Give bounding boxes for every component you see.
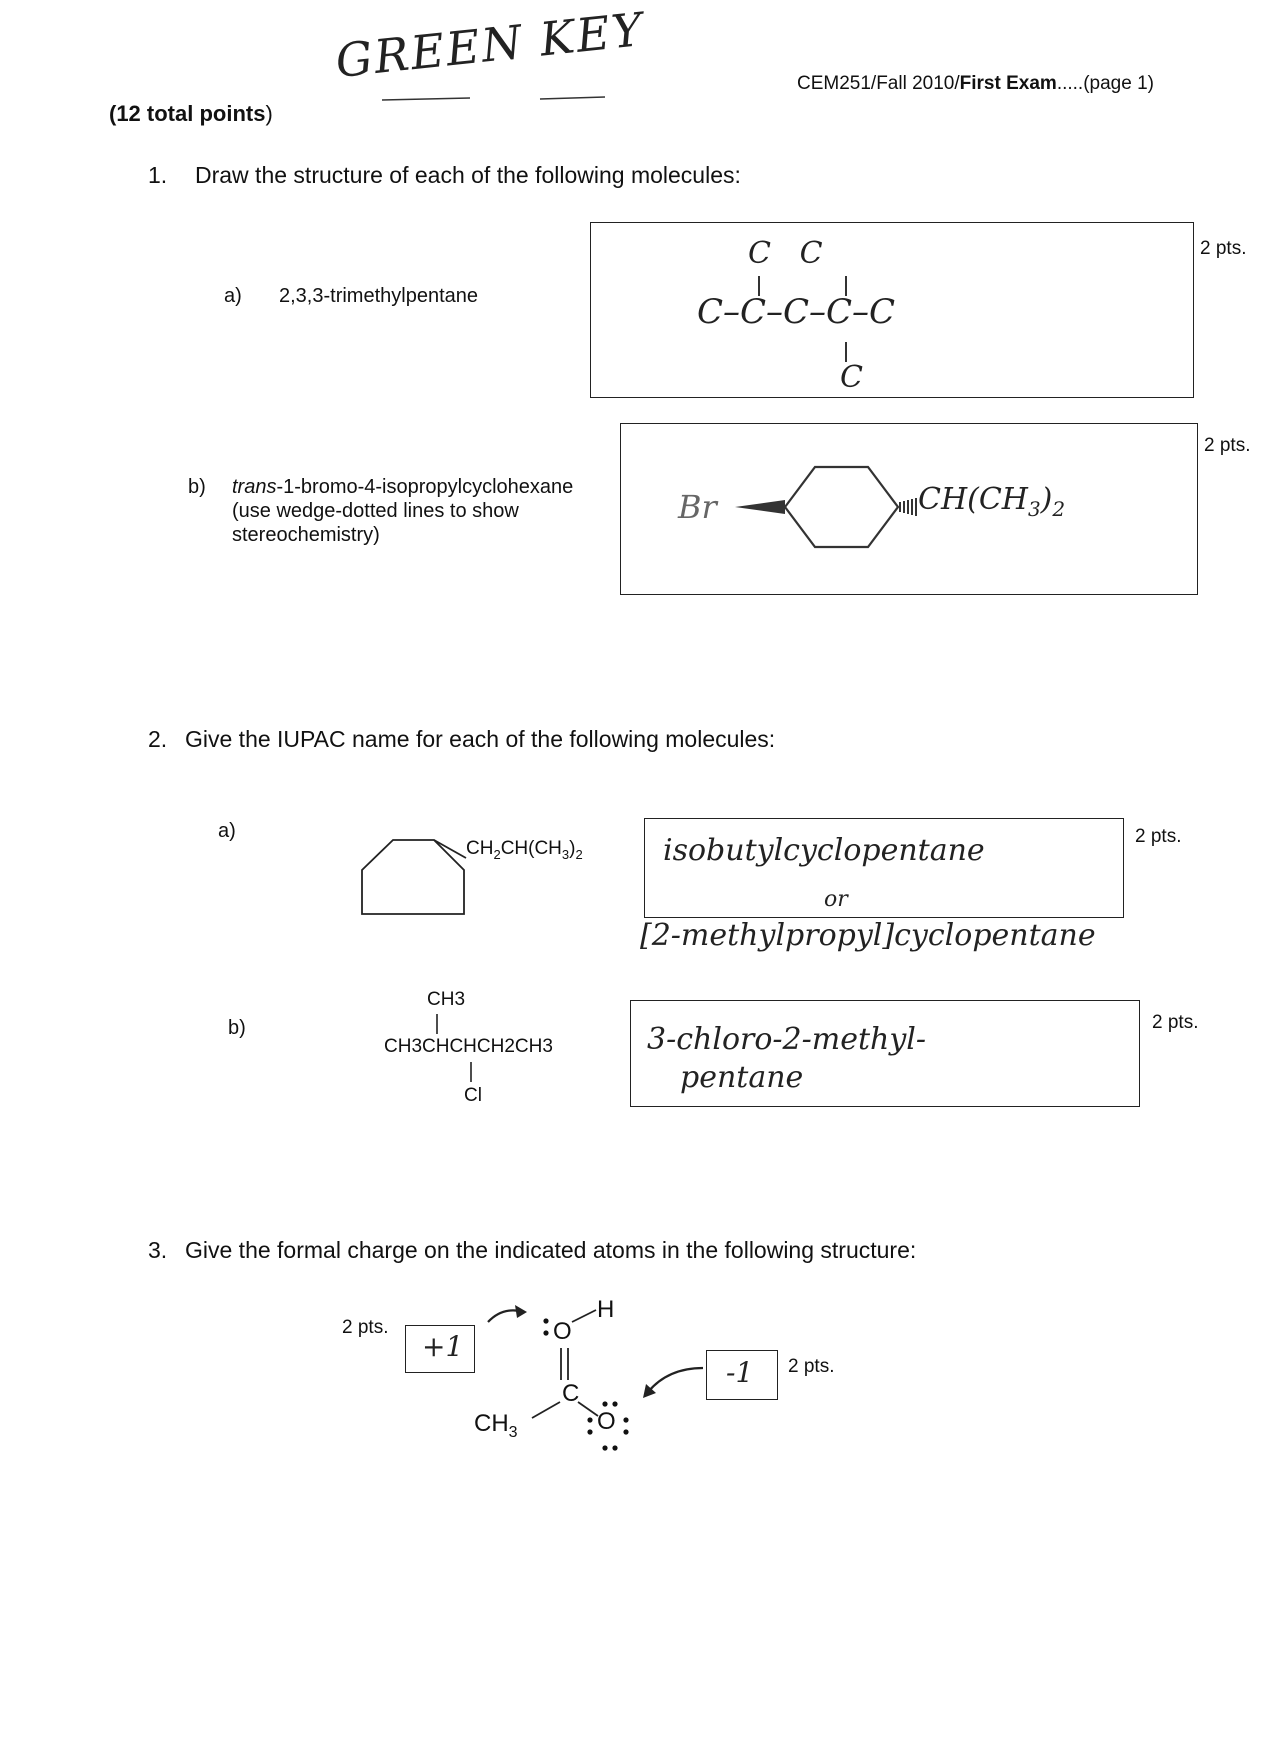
q2b-main-chain: CH3CHCHCH2CH3: [384, 1036, 553, 1057]
q3-atom-o-top: O: [553, 1318, 572, 1345]
q1b-answer-sub2: 2: [1052, 497, 1066, 521]
q3-methyl-ch: CH: [474, 1410, 509, 1437]
q3-atom-h: H: [597, 1296, 615, 1323]
q3-prompt: Give the formal charge on the indicated atoms in the following structure:: [185, 1237, 917, 1263]
q1b-trans-prefix: trans: [232, 476, 277, 498]
q2a-points: 2 pts.: [1135, 826, 1182, 847]
q3-right-points: 2 pts.: [788, 1356, 835, 1377]
q1b-points: 2 pts.: [1204, 435, 1251, 456]
q3-methyl-sub: 3: [508, 1423, 518, 1441]
total-points-text: (12 total points: [109, 101, 266, 126]
q2a-chch: CH(CH: [500, 838, 562, 859]
q1b-instruction-line2: (use wedge-dotted lines to show: [232, 500, 519, 522]
q3-right-answer: -1: [726, 1356, 754, 1389]
q2a-answer-line1: isobutylcyclopentane: [663, 833, 985, 868]
handwritten-title: GREEN KEY: [333, 1, 647, 89]
q2b-answer-line1: 3-chloro-2-methyl-: [647, 1022, 927, 1057]
q1b-label: b): [188, 476, 206, 498]
q3-left-points: 2 pts.: [342, 1317, 389, 1338]
q1-number: 1.: [148, 162, 168, 188]
q1b-name-rest: -1-bromo-4-isopropylcyclohexane: [276, 476, 574, 498]
q1a-label: a): [224, 285, 242, 307]
q2-prompt: Give the IUPAC name for each of the following molecules:: [185, 726, 776, 752]
q1b-answer-br: Br: [678, 488, 717, 526]
q1b-answer-sub3: 3: [1027, 497, 1041, 521]
q3-atom-c: C: [562, 1380, 580, 1407]
q2a-close: ): [569, 838, 576, 859]
page-number: .....(page 1): [1056, 73, 1154, 94]
q1a-answer-top-row: C C: [748, 236, 823, 271]
q1-prompt: Draw the structure of each of the following molecules:: [195, 162, 741, 188]
q2a-sub2: 3: [561, 846, 570, 862]
q2a-ch: CH: [466, 838, 494, 859]
q3-left-answer: +1: [422, 1330, 464, 1363]
q1b-answer-ch: CH(CH: [918, 482, 1028, 517]
q2a-answer-line2: [2-methylpropyl]cyclopentane: [640, 918, 1096, 953]
q2b-label: b): [228, 1017, 246, 1039]
q2b-points: 2 pts.: [1152, 1012, 1199, 1033]
q2b-bottom-group: Cl: [464, 1085, 482, 1106]
total-points-close: ): [265, 101, 273, 126]
q2-number: 2.: [148, 726, 168, 752]
q1a-points: 2 pts.: [1200, 238, 1247, 259]
q2a-label: a): [218, 820, 236, 842]
exam-name: First Exam: [959, 73, 1057, 94]
q1b-answer-close: ): [1040, 482, 1053, 517]
q3-number: 3.: [148, 1237, 168, 1263]
q2a-sub3: 2: [575, 846, 583, 862]
q1b-instruction-line3: stereochemistry): [232, 524, 380, 546]
q2a-sub1: 2: [493, 846, 501, 862]
q1a-answer-bottom-row: C: [840, 360, 863, 395]
q2b-top-group: CH3: [427, 989, 466, 1010]
q3-atom-o-right: O: [597, 1408, 616, 1435]
q1a-molecule-name: 2,3,3-trimethylpentane: [279, 285, 479, 307]
q2a-answer-or: or: [824, 887, 848, 912]
q2b-answer-line2: pentane: [680, 1060, 804, 1095]
course-code: CEM251/Fall 2010/: [797, 73, 960, 94]
q1a-answer-main-chain: C–C–C–C–C: [697, 292, 896, 332]
